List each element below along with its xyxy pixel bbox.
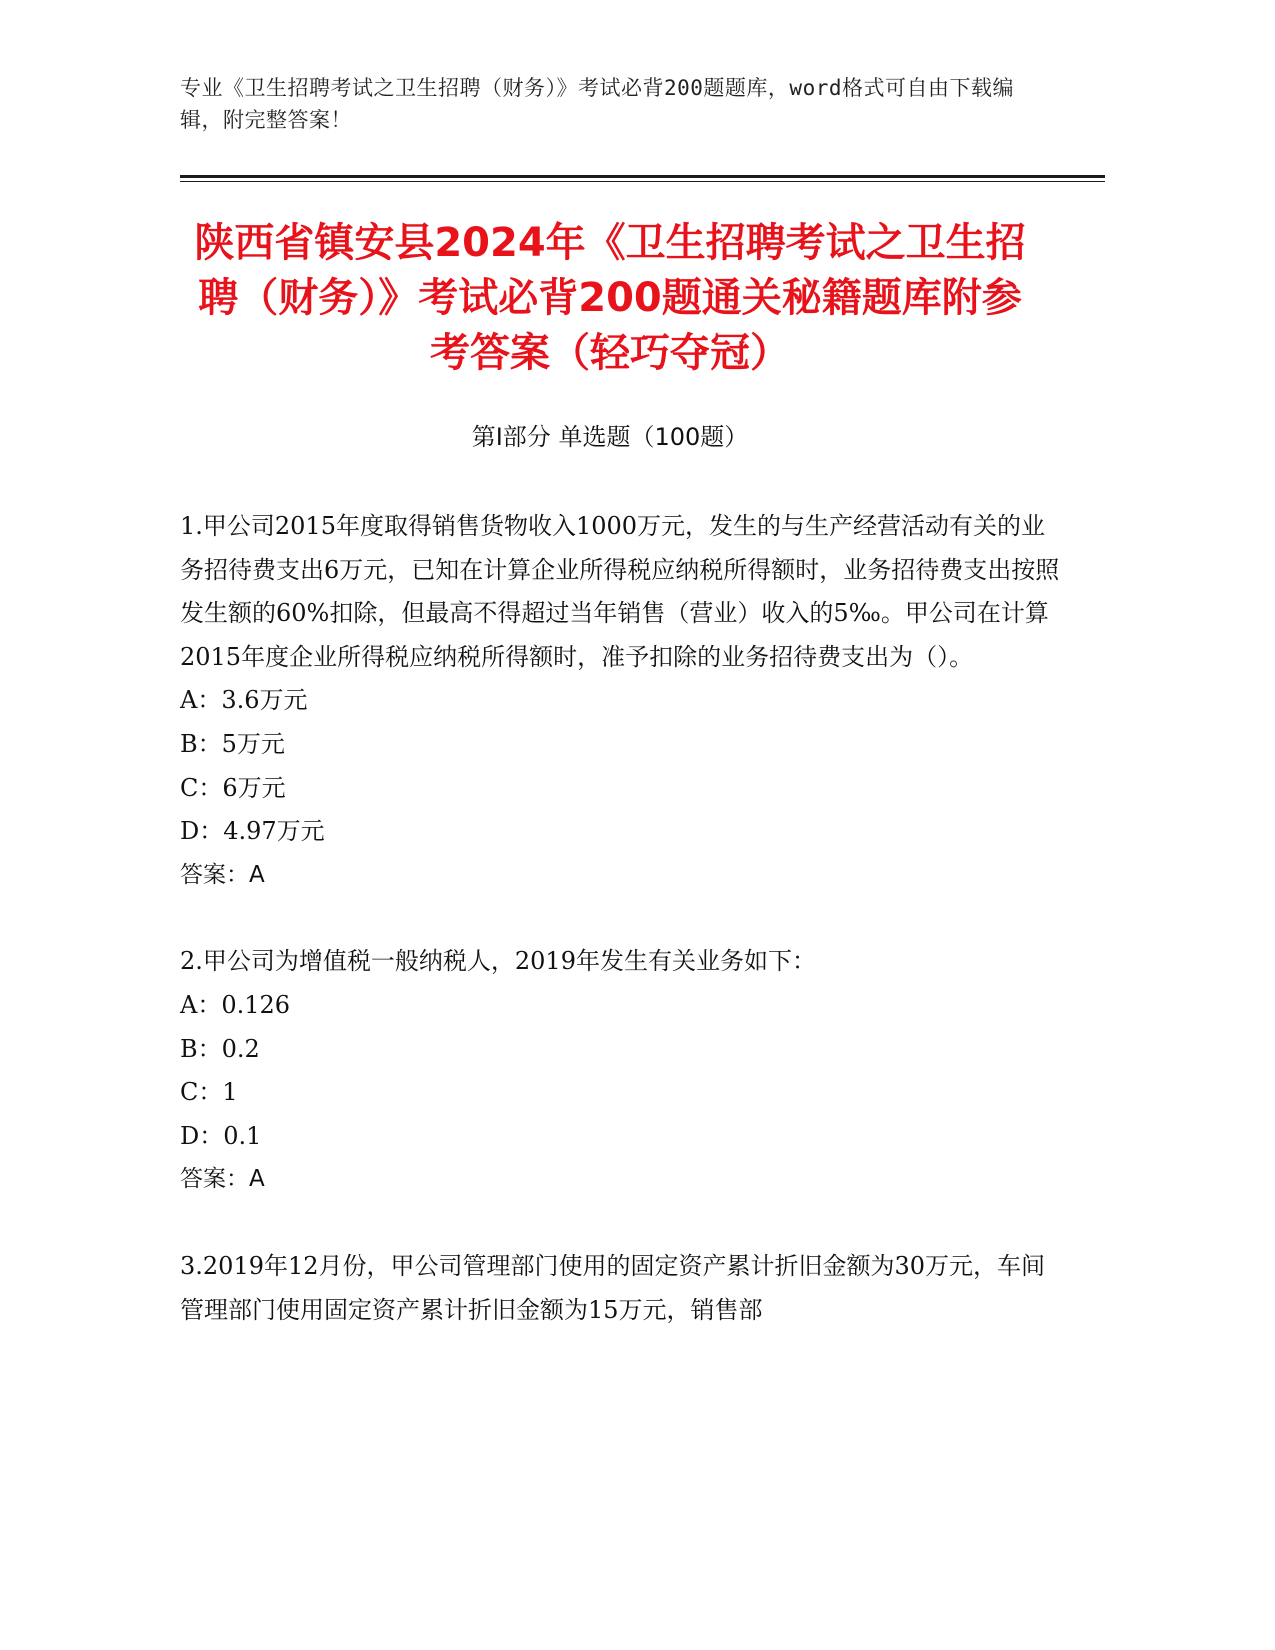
document-title: 陕西省镇安县2024年《卫生招聘考试之卫生招聘（财务）》考试必背200题通关秘籍题库附参考答案（轻巧夺冠） [194,220,1026,376]
answer-line: 答案：A [180,861,265,888]
option-a: A：0.126 [180,990,291,1019]
option-b: B：0.2 [180,1034,260,1063]
option-c: C：6万元 [180,773,286,802]
option-a: A：3.6万元 [180,686,308,715]
question-1 [180,505,1060,897]
question-stem: 3.2019年12月份，甲公司管理部门使用的固定资产累计折旧金额为30万元，车间管理部门使用固定资产累计折旧金额为15万元，销售部 [180,1251,1046,1324]
question-2 [180,940,1060,1202]
question-list [180,505,1060,1375]
header-divider-thin [180,181,1105,182]
option-b: B：5万元 [180,729,285,758]
option-c: C：1 [180,1078,238,1107]
header-note: 专业《卫生招聘考试之卫生招聘（财务）》考试必背200题题库，word格式可自由下载编辑，附完整答案！ [180,76,1014,132]
section-heading: 第Ⅰ部分 单选题（100题） [471,423,749,451]
option-d: D：0.1 [180,1121,262,1150]
question-stem: 2.甲公司为增值税一般纳税人，2019年发生有关业务如下： [180,947,816,976]
answer-line: 答案：A [180,1166,265,1193]
header-divider-thick [180,175,1105,178]
question-stem: 1.甲公司2015年度取得销售货物收入1000万元，发生的与生产经营活动有关的业务招待费支出6万元，已知在计算企业所得税应纳税所得额时，业务招待费支出按照发生额的60%扣除，但最高不得超过当年销售（营业）收入的5‰。甲公司在计算2015年度企业所得税应纳税所得额时，准予扣除的业务招待费支出为（）。 [180,512,1060,671]
option-d: D：4.97万元 [180,817,325,846]
question-3 [180,1245,1060,1332]
